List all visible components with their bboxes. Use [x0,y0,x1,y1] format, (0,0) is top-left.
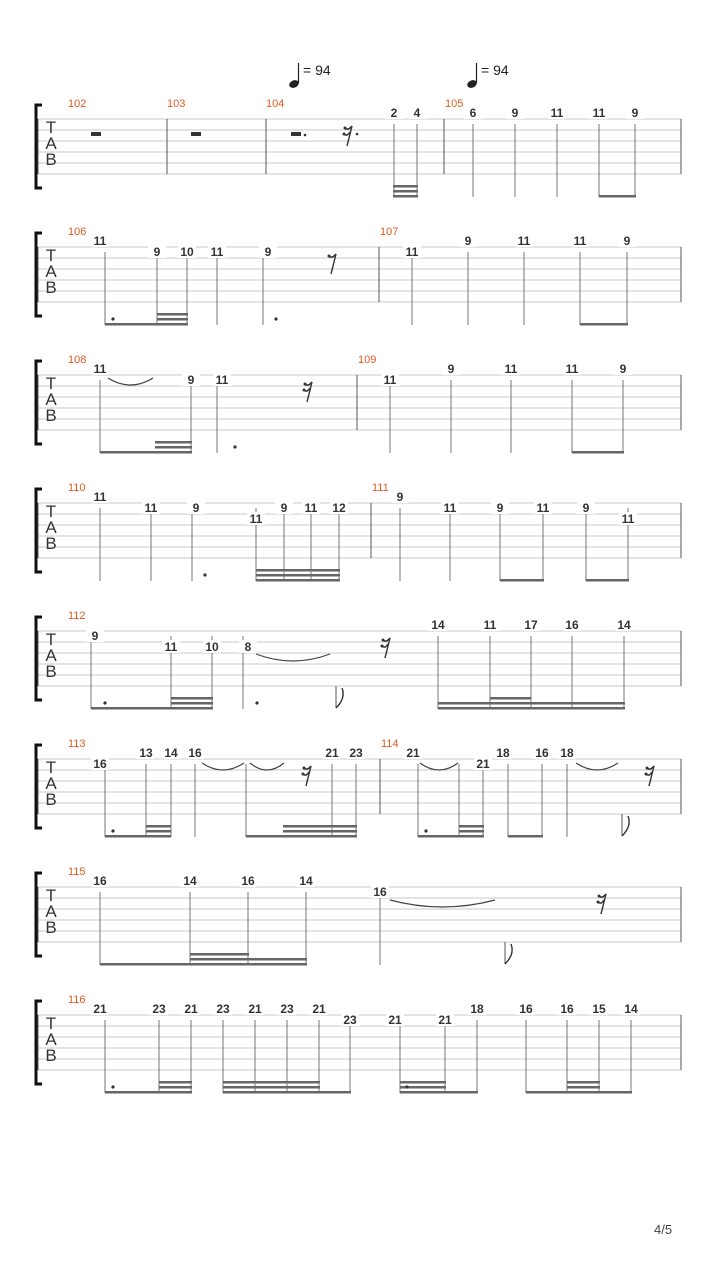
measure-number: 110 [68,482,86,494]
tab-clef-letter: B [45,406,57,425]
tab-clef-letter: T [45,758,57,777]
note-beam [146,835,171,838]
fret-number: 11 [304,501,318,515]
fret-number: 11 [621,512,635,526]
system-bracket [36,361,42,444]
fret-number: 11 [405,245,419,259]
rest-flag-dot [304,383,307,386]
fret-number: 23 [216,1002,230,1016]
measure-number: 106 [68,226,87,238]
measure-number: 111 [372,482,389,494]
fret-number: 18 [560,746,574,760]
rest-flag-dot [344,127,347,130]
fret-number: 6 [469,106,477,120]
note-beam [256,569,340,572]
note-beam [393,190,418,193]
tempo-label: = 94 [303,62,331,78]
half-rest-icon [291,132,301,136]
note-beam [171,707,213,710]
rhythm-dot [356,133,359,136]
tab-clef-letter: A [45,390,57,409]
fret-number: 11 [550,106,564,120]
fret-number: 8 [244,640,252,654]
tab-clef-letter: T [45,502,57,521]
fret-number: 11 [565,362,579,376]
note-beam [500,579,544,582]
fret-number: 21 [248,1002,262,1016]
measure-number: 113 [68,738,86,750]
fret-number: 16 [519,1002,533,1016]
rest-flag-dot [303,767,306,770]
fret-number: 21 [388,1013,402,1027]
fret-number: 16 [565,618,579,632]
fret-number: 11 [210,245,224,259]
tab-clef-letter: B [45,662,57,681]
note-beam [155,451,192,454]
note-beam [459,830,484,833]
tie-arc [250,763,284,770]
fret-number: 18 [470,1002,484,1016]
note-beam [567,1086,600,1089]
note-beam [572,451,624,454]
fret-number: 16 [373,885,387,899]
rhythm-dot [233,445,236,448]
note-beam [159,1086,192,1089]
note-beam [223,1081,320,1084]
fret-number: 9 [511,106,519,120]
fret-number: 9 [187,373,195,387]
fret-number: 9 [280,501,288,515]
note-beam [508,835,543,838]
fret-number: 21 [93,1002,107,1016]
measure-number: 115 [68,866,86,878]
system-bracket [36,873,42,956]
note-beam [459,835,484,838]
fret-number: 11 [383,373,397,387]
rhythm-dot [103,701,106,704]
fret-number: 9 [582,501,590,515]
system-bracket [36,745,42,828]
note-beam [159,1091,192,1094]
fret-number: 9 [264,245,272,259]
note-beam [159,1081,192,1084]
fret-number: 16 [241,874,255,888]
fret-number: 17 [524,618,538,632]
fret-number: 9 [447,362,455,376]
fret-number: 14 [617,618,631,632]
fret-number: 4 [413,106,421,120]
measure-number: 112 [68,610,86,622]
note-beam [171,697,213,700]
note-beam [146,825,171,828]
measure-number: 102 [68,98,87,110]
fret-number: 9 [153,245,161,259]
tab-clef-letter: B [45,918,57,937]
note-beam [490,702,531,705]
rest-flag-dot [343,133,346,136]
fret-number: 16 [560,1002,574,1016]
fret-number: 14 [299,874,313,888]
note-beam [438,707,625,710]
tab-clef-letter: B [45,534,57,553]
fret-number: 11 [517,234,531,248]
fret-number: 11 [93,490,107,504]
system-bracket [36,105,42,188]
fret-number: 9 [91,629,99,643]
fret-number: 21 [184,1002,198,1016]
rhythm-dot [405,1085,408,1088]
tab-clef-letter: A [45,134,57,153]
note-beam [393,185,418,188]
note-beam [400,1091,446,1094]
tab-clef-letter: A [45,518,57,537]
fret-number: 10 [205,640,219,654]
note-beam [190,963,249,966]
rest-flag-dot [303,389,306,392]
tie-arc [420,763,458,770]
rhythm-dot [111,1085,114,1088]
half-rest-icon [91,132,101,136]
note-beam [393,195,418,198]
note-beam [586,579,629,582]
fret-number: 9 [496,501,504,515]
note-beam [567,1091,600,1094]
rhythm-dot [424,829,427,832]
tie-arc [202,763,244,770]
fret-number: 21 [438,1013,452,1027]
note-beam [171,702,213,705]
fret-number: 21 [312,1002,326,1016]
tab-clef-letter: B [45,278,57,297]
rest-flag-dot [302,773,305,776]
fret-number: 12 [332,501,346,515]
fret-number: 9 [192,501,200,515]
note-beam [190,953,249,956]
tab-clef-letter: A [45,646,57,665]
tab-clef-letter: B [45,150,57,169]
fret-number: 23 [280,1002,294,1016]
note-beam [438,702,625,705]
rhythm-dot [274,317,277,320]
measure-number: 109 [358,354,377,366]
measure-number: 105 [445,98,464,110]
tab-clef-letter: T [45,630,57,649]
note-beam [223,1086,320,1089]
tie-arc [256,654,330,661]
note-beam [256,579,340,582]
tie-arc [576,763,618,770]
note-beam [190,958,249,961]
tie-arc [390,900,495,907]
note-beam [155,441,192,444]
rest-flag-dot [382,639,385,642]
system-bracket [36,1001,42,1084]
tab-clef-letter: T [45,374,57,393]
fret-number: 21 [476,757,490,771]
rest-flag-dot [381,645,384,648]
note-beam [283,825,357,828]
measure-number: 114 [381,738,399,750]
tab-clef-letter: A [45,902,57,921]
rest-flag-dot [328,255,331,258]
fret-number: 9 [623,234,631,248]
note-beam [599,195,636,198]
page-number: 4/5 [654,1222,673,1237]
eighth-flag-icon [505,944,512,964]
note-beam [459,825,484,828]
fret-number: 11 [536,501,550,515]
fret-number: 11 [93,362,107,376]
fret-number: 2 [390,106,398,120]
tab-clef-letter: B [45,790,57,809]
system-bracket [36,233,42,316]
rest-flag-dot [646,767,649,770]
fret-number: 9 [464,234,472,248]
fret-number: 11 [592,106,606,120]
fret-number: 14 [183,874,197,888]
fret-number: 11 [249,512,263,526]
eighth-flag-icon [336,688,343,708]
note-beam [157,323,188,326]
rhythm-dot [203,573,206,576]
fret-number: 11 [93,234,107,248]
tempo-label: = 94 [481,62,509,78]
rest-flag-dot [597,901,600,904]
half-rest-icon [191,132,201,136]
fret-number: 16 [93,757,107,771]
tab-clef-letter: A [45,262,57,281]
tab-clef-letter: T [45,1014,57,1033]
note-beam [283,835,357,838]
fret-number: 15 [592,1002,606,1016]
rhythm-dot [111,317,114,320]
fret-number: 10 [180,245,194,259]
rhythm-dot [111,829,114,832]
fret-number: 11 [443,501,457,515]
note-beam [580,323,628,326]
fret-number: 11 [215,373,229,387]
measure-number: 104 [266,98,285,110]
fret-number: 16 [188,746,202,760]
fret-number: 16 [535,746,549,760]
rhythm-dot [255,701,258,704]
fret-number: 11 [573,234,587,248]
tab-clef-letter: T [45,246,57,265]
note-beam [490,697,531,700]
rest-flag-dot [645,773,648,776]
measure-number: 108 [68,354,87,366]
note-beam [256,574,340,577]
measure-number: 107 [380,226,399,238]
tab-clef-letter: T [45,886,57,905]
tab-clef-letter: A [45,774,57,793]
note-beam [223,1091,320,1094]
fret-number: 13 [139,746,153,760]
note-beam [283,830,357,833]
note-beam [567,1081,600,1084]
fret-number: 16 [93,874,107,888]
note-beam [490,707,531,710]
tab-clef-letter: A [45,1030,57,1049]
tie-arc [108,378,153,385]
fret-number: 14 [431,618,445,632]
fret-number: 11 [483,618,497,632]
fret-number: 21 [406,746,420,760]
note-beam [157,318,188,321]
fret-number: 9 [396,490,404,504]
eighth-flag-icon [622,816,629,836]
measure-number: 116 [68,994,86,1006]
tab-clef-letter: T [45,118,57,137]
fret-number: 14 [164,746,178,760]
fret-number: 18 [496,746,510,760]
fret-number: 21 [325,746,339,760]
fret-number: 11 [504,362,518,376]
fret-number: 23 [349,746,363,760]
fret-number: 9 [631,106,639,120]
note-beam [400,1081,446,1084]
fret-number: 11 [164,640,178,654]
note-beam [146,830,171,833]
note-beam [157,313,188,316]
rest-flag-dot [598,895,601,898]
tab-clef-letter: B [45,1046,57,1065]
rhythm-dot [304,134,307,137]
fret-number: 23 [343,1013,357,1027]
fret-number: 23 [152,1002,166,1016]
measure-number: 103 [167,98,186,110]
system-bracket [36,617,42,700]
system-bracket [36,489,42,572]
fret-number: 11 [144,501,158,515]
fret-number: 14 [624,1002,638,1016]
fret-number: 9 [619,362,627,376]
note-beam [155,446,192,449]
